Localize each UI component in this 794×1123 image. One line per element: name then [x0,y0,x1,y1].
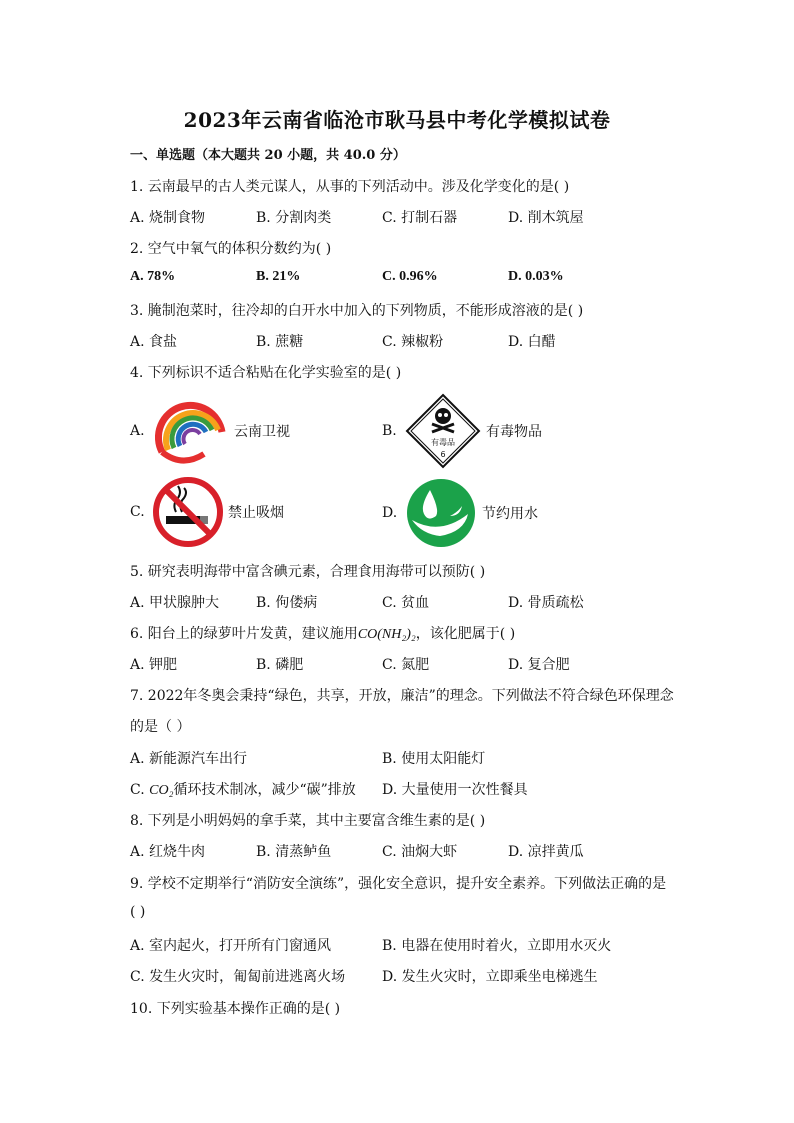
q5-option-c[interactable]: C. 贫血 [382,595,430,611]
no-smoking-sign-icon [152,476,224,548]
q3-option-c[interactable]: C. 辣椒粉 [382,334,444,350]
question-7-line-1: 7. 2022年冬奥会秉持“绿色，共享，开放，廉洁”的理念。下列做法不符合绿色环保理念 [130,688,674,704]
q4-option-a[interactable] [130,392,290,470]
option-letter: B. [382,423,397,439]
question-9-line-2: ( ) [130,904,146,920]
q3-option-b[interactable]: B. 蔗糖 [256,334,304,350]
question-7-line-2: 的是（ ） [130,719,191,735]
q6-option-d[interactable]: D. 复合肥 [508,657,570,673]
question-6-text-a: 6. 阳台上的绿萝叶片发黄，建议施用 [130,626,358,642]
question-1: 1. 云南最早的古人类元谋人，从事的下列活动中。涉及化学变化的是( ) [130,179,570,195]
section-heading: 一、单选题（本大题共 20 小题，共 40.0 分） [130,148,406,163]
q2-option-d[interactable]: D. 0.03% [508,269,564,284]
q4-option-c[interactable] [130,476,284,548]
page-title: 2023年云南省临沧市耿马县中考化学模拟试卷 [183,108,611,132]
question-6-text-b: ，该化肥属于( ) [415,626,516,642]
question-5: 5. 研究表明海带中富含碘元素，合理食用海带可以预防( ) [130,564,486,580]
q6-option-c[interactable]: C. 氮肥 [382,657,430,673]
question-2: 2. 空气中氧气的体积分数约为( ) [130,241,332,257]
option-caption: 云南卫视 [234,424,290,440]
q8-option-d[interactable]: D. 凉拌黄瓜 [508,844,584,860]
option-caption: 节约用水 [482,506,538,522]
q7-option-d[interactable]: D. 大量使用一次性餐具 [382,782,528,798]
q9-option-c[interactable]: C. 发生火灾时，匍匐前进逃离火场 [130,969,346,985]
q9-option-a[interactable]: A. 室内起火，打开所有门窗通风 [130,938,332,954]
q2-option-c[interactable]: C. 0.96% [382,269,438,284]
question-6 [130,623,515,643]
q9-option-d[interactable]: D. 发生火灾时，立即乘坐电梯逃生 [382,969,598,985]
q6-option-a[interactable]: A. 钾肥 [130,657,178,673]
q8-option-c[interactable]: C. 油焖大虾 [382,844,458,860]
q3-option-d[interactable]: D. 白醋 [508,334,556,350]
save-water-sign-icon [404,476,478,550]
toxic-sign-icon [404,392,482,470]
question-8: 8. 下列是小明妈妈的拿手菜，其中主要富含维生素的是( ) [130,813,486,829]
urea-formula: CO(NH₂)₂ [357,627,416,642]
q3-option-a[interactable]: A. 食盐 [130,334,178,350]
q9-option-b[interactable]: B. 电器在使用时着火，立即用水灭火 [382,938,612,954]
option-letter: C. [130,782,150,798]
yunnan-tv-logo-icon [152,392,230,470]
option-text: 循环技术制冰，减少“碳”排放 [173,782,356,798]
q1-option-b[interactable]: B. 分割肉类 [256,210,332,226]
option-letter: A. [130,423,145,439]
q4-option-b[interactable] [382,392,542,470]
q5-option-d[interactable]: D. 骨质疏松 [508,595,584,611]
q8-option-a[interactable]: A. 红烧牛肉 [130,844,206,860]
question-10: 10. 下列实验基本操作正确的是( ) [130,1001,341,1017]
option-letter: D. [382,505,398,521]
q7-option-a[interactable]: A. 新能源汽车出行 [130,751,248,767]
toxic-sign-number: 6 [440,450,446,459]
q7-option-c[interactable] [130,779,356,799]
q5-option-b[interactable]: B. 佝偻病 [256,595,318,611]
question-4: 4. 下列标识不适合粘贴在化学实验室的是( ) [130,365,402,381]
option-letter: C. [130,504,145,520]
q7-option-b[interactable]: B. 使用太阳能灯 [382,751,486,767]
toxic-sign-text: 有毒品 [431,438,455,447]
q2-option-a[interactable]: A. 78% [130,269,176,284]
option-caption: 禁止吸烟 [228,505,284,521]
option-caption: 有毒物品 [486,424,542,440]
q1-option-d[interactable]: D. 削木筑屋 [508,210,584,226]
q6-option-b[interactable]: B. 磷肥 [256,657,304,673]
question-9-line-1: 9. 学校不定期举行“消防安全演练”，强化安全意识，提升安全素养。下列做法正确的是 [130,876,667,892]
q1-option-a[interactable]: A. 烧制食物 [130,210,206,226]
question-3: 3. 腌制泡菜时，往冷却的白开水中加入的下列物质，不能形成溶液的是( ) [130,303,584,319]
q2-option-b[interactable]: B. 21% [256,269,301,284]
co2-formula: CO₂ [149,783,174,798]
q4-option-d[interactable] [382,476,538,550]
q5-option-a[interactable]: A. 甲状腺肿大 [130,595,220,611]
q8-option-b[interactable]: B. 清蒸鲈鱼 [256,844,332,860]
q1-option-c[interactable]: C. 打制石器 [382,210,458,226]
